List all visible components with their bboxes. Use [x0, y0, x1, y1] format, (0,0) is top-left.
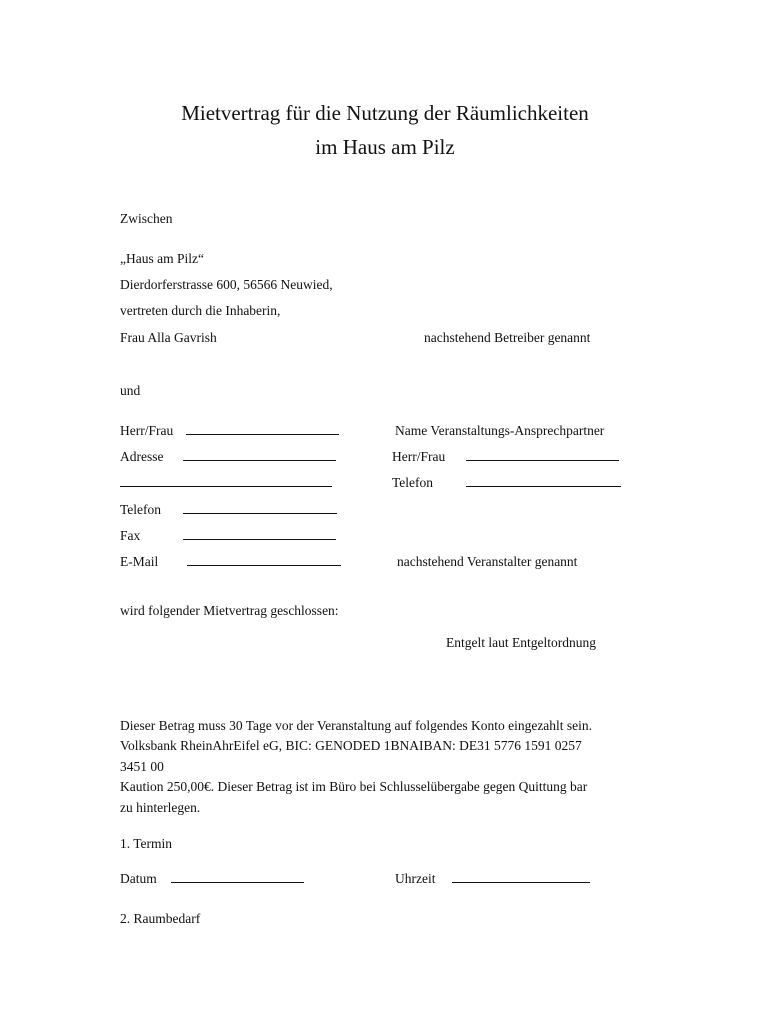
tenant-address-field[interactable] — [183, 449, 336, 465]
between-label: Zwischen — [120, 211, 173, 226]
deposit-line-2: zu hinterlegen. — [120, 800, 201, 815]
tenant-name-label: Herr/Frau — [120, 423, 174, 438]
venue-address: Dierdorferstrasse 600, 56566 Neuwied, — [120, 277, 333, 292]
payment-line-3: 3451 00 — [120, 759, 164, 774]
title-line-1: Mietvertrag für die Nutzung der Räumlichkeiten — [181, 101, 589, 125]
contact-name-field[interactable] — [466, 449, 619, 465]
tenant-fax-field[interactable] — [183, 528, 336, 544]
payment-line-1: Dieser Betrag muss 30 Tage vor der Veranstaltung auf folgendes Konto eingezahlt sein. — [120, 718, 593, 733]
time-label: Uhrzeit — [395, 871, 436, 886]
tenant-phone-label: Telefon — [120, 502, 162, 517]
and-label: und — [120, 383, 141, 398]
owner-name: Frau Alla Gavrish — [120, 330, 217, 345]
tenant-address-field-2[interactable] — [120, 475, 332, 491]
organizer-note: nachstehend Veranstalter genannt — [397, 554, 578, 569]
contact-phone-label: Telefon — [392, 475, 434, 490]
termin-heading: 1. Termin — [120, 836, 173, 851]
payment-line-2: Volksbank RheinAhrEifel eG, BIC: GENODED 1BNAIBAN: DE31 5776 1591 0257 — [120, 738, 582, 753]
date-field[interactable] — [171, 871, 304, 887]
contact-heading: Name Veranstaltungs-Ansprechpartner — [395, 423, 605, 438]
title-line-2: im Haus am Pilz — [315, 135, 455, 159]
room-heading: 2. Raumbedarf — [120, 911, 201, 926]
tenant-email-field[interactable] — [187, 554, 341, 570]
contact-phone-field[interactable] — [466, 475, 621, 491]
date-label: Datum — [120, 871, 157, 886]
represented-by: vertreten durch die Inhaberin, — [120, 303, 281, 318]
contract-intro: wird folgender Mietvertrag geschlossen: — [120, 603, 339, 618]
contact-name-label: Herr/Frau — [392, 449, 446, 464]
tenant-phone-field[interactable] — [183, 502, 337, 518]
deposit-line-1: Kaution 250,00€. Dieser Betrag ist im Büro bei Schlusselübergabe gegen Quittung bar — [120, 779, 588, 794]
fee-note: Entgelt laut Entgeltordnung — [446, 635, 596, 650]
tenant-address-label: Adresse — [120, 449, 164, 464]
tenant-name-field[interactable] — [186, 423, 339, 439]
venue-name: „Haus am Pilz“ — [120, 251, 204, 266]
time-field[interactable] — [452, 871, 590, 887]
tenant-fax-label: Fax — [120, 528, 141, 543]
operator-note: nachstehend Betreiber genannt — [424, 330, 591, 345]
tenant-email-label: E-Mail — [120, 554, 159, 569]
